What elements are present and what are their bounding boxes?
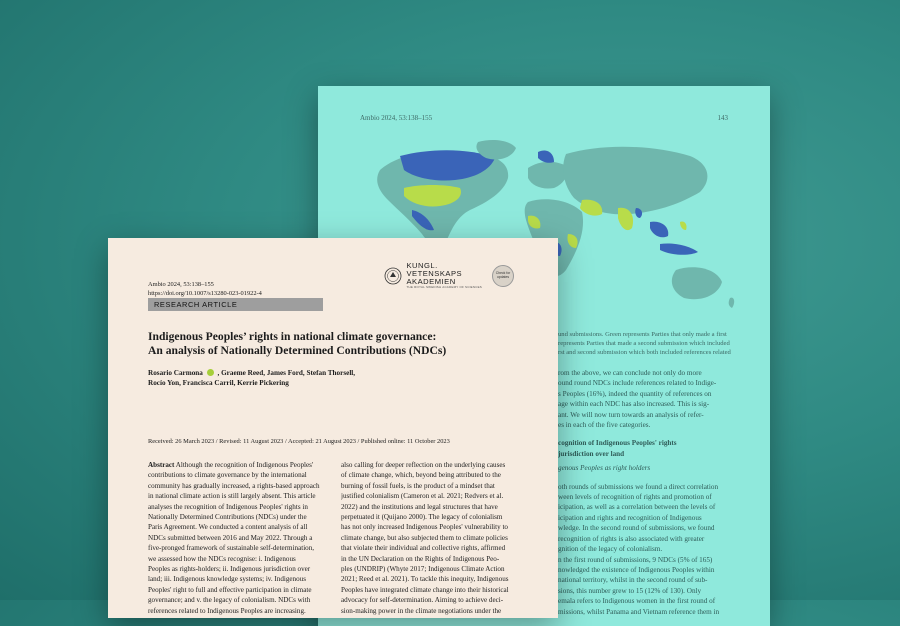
abstract-line: we assessed how the NDCs recognise: i. Indigenous bbox=[148, 554, 296, 563]
publisher-logo bbox=[384, 262, 514, 289]
body-line: n the first round of submissions, 9 NDCs (5% of 165) bbox=[558, 555, 713, 564]
badge-line: Check for bbox=[495, 270, 511, 275]
caption-line: und submissions. Green represents Parties that only made a first bbox=[558, 331, 727, 338]
abstract-line: contributions to climate governance by the international bbox=[148, 471, 307, 480]
body-line: ples (UNDRIP) (Whyte 2017; Indigenous Climate Action bbox=[341, 565, 505, 574]
abstract-line: land; iii. Indigenous knowledge systems; iv. Indigenous bbox=[148, 575, 306, 584]
figure-caption bbox=[558, 330, 740, 357]
journal-citation: Ambio 2024, 53:138–155 bbox=[148, 281, 214, 288]
body-line: wledge. In the second round of submissions, we found bbox=[558, 524, 715, 533]
body-line: national territory, whilst in the second round of sub- bbox=[558, 576, 708, 585]
doi-link[interactable]: https://doi.org/10.1007/s13280-023-01922-4 bbox=[148, 290, 262, 297]
section-heading: cognition of Indigenous Peoples' rights bbox=[558, 439, 677, 448]
check-updates-badge[interactable] bbox=[492, 265, 514, 287]
logo-line: VETENSKAPS bbox=[406, 268, 463, 278]
abstract-line: NDCs submitted between 2016 and May 2022. Through a bbox=[148, 533, 313, 542]
abstract-line: Peoples' right to full and effective participation in climate bbox=[148, 585, 312, 594]
abstract-line: governance; and v. the legacy of colonialism. NDCs with bbox=[148, 596, 311, 605]
article-meta bbox=[148, 280, 262, 298]
abstract-line: analyses the recognition of Indigenous Peoples' rights in bbox=[148, 502, 308, 511]
body-line: rom the above, we can conclude not only do more bbox=[558, 369, 702, 377]
body-line: ound round NDCs include references related to Indige- bbox=[558, 379, 717, 388]
abstract-line: Peoples as rights-holders; ii. Indigenous jurisdiction over bbox=[148, 565, 311, 574]
body-line: nowledged the existence of Indigenous Peoples within bbox=[558, 565, 715, 574]
map-scandinavia bbox=[538, 150, 554, 162]
abstract-line: community has gradually increased, a rights-based approach bbox=[148, 481, 320, 490]
body-line: gnition of the legacy of colonialism. bbox=[558, 545, 663, 554]
logo-line: KUNGL. bbox=[406, 261, 438, 270]
orcid-icon[interactable] bbox=[207, 369, 214, 376]
back-journal-header: Ambio 2024, 53:138–155 bbox=[360, 114, 433, 122]
caption-line: rst and second submission which both included references related bbox=[558, 349, 731, 356]
logo-line: AKADEMIEN bbox=[406, 276, 456, 286]
abstract-line: five-pronged framework of sustainable self-determination, bbox=[148, 544, 315, 553]
title-line: Indigenous Peoples’ rights in national climate governance: bbox=[148, 330, 437, 343]
body-column bbox=[341, 460, 526, 616]
body-line: sions, this number grew to 15 (12% of 130). Only bbox=[558, 586, 702, 595]
body-line: ant. We will now turn towards an analysis of refer- bbox=[558, 410, 704, 419]
body-line: icipation and rights and recognition of Indigenous bbox=[558, 513, 702, 522]
body-line: ween levels of recognition of rights and promotion of bbox=[558, 493, 712, 502]
caption-line: represents Parties that made a second submission which included bbox=[558, 340, 730, 347]
body-line: age within each NDC has also increased. This is sig- bbox=[558, 400, 710, 409]
abstract-column bbox=[148, 460, 333, 616]
map-philippines bbox=[680, 221, 687, 230]
body-line: in the UN Declaration on the Rights of Indigenous Peo- bbox=[341, 554, 500, 563]
abstract-line: Nationally Determined Contributions (NDCs) under the bbox=[148, 513, 307, 522]
abstract-line: references related to Indigenous Peoples are increasing. bbox=[148, 606, 306, 615]
academy-seal-icon bbox=[384, 267, 402, 285]
body-line: that violate their individual and collective rights, affirmed bbox=[341, 544, 506, 553]
map-southeast-asia bbox=[650, 222, 668, 238]
body-line: burning of fossil fuels, is the product of a mindset that bbox=[341, 481, 495, 490]
body-line: perpetuated it (Quijano 2000). The legacy of colonialism bbox=[341, 513, 503, 522]
back-page-header bbox=[360, 114, 728, 122]
body-line: s Peoples (16%), indeed the quantity of references on bbox=[558, 389, 712, 398]
badge-line: updates bbox=[496, 274, 510, 279]
body-line: climate change, but also subjected them to climate policies bbox=[341, 533, 508, 542]
body-line: 2022) and the institutions and legal structures that have bbox=[341, 502, 498, 511]
body-line: has not only increased Indigenous Peoples' vulnerability to bbox=[341, 523, 508, 532]
abstract-line: Paris Agreement. We conducted a content analysis of all bbox=[148, 523, 308, 532]
publication-dates: Received: 26 March 2023 / Revised: 11 August 2023 / Accepted: 21 August 2023 / Published online: 11 October 2023 bbox=[148, 438, 450, 445]
title-line: An analysis of Nationally Determined Contributions (NDCs) bbox=[148, 344, 447, 357]
map-australia bbox=[672, 267, 722, 299]
map-new-zealand bbox=[729, 298, 734, 308]
body-line: Peoples have integrated climate change into their historical bbox=[341, 585, 509, 594]
body-line: 2021; Reed et al. 2021). To tackle this inequity, Indigenous bbox=[341, 575, 509, 584]
body-line: advocacy for self-determination. Aiming to achieve deci- bbox=[341, 596, 504, 605]
body-line: missions, whilst Panama and Vietnam reference them in bbox=[558, 607, 720, 616]
section-heading: jurisdiction over land bbox=[558, 449, 625, 458]
abstract-label: Abstract bbox=[148, 461, 175, 469]
back-page-number: 143 bbox=[717, 114, 728, 122]
map-indonesia bbox=[660, 243, 698, 254]
author-others: , Graeme Reed, James Ford, Stefan Thorsell, bbox=[217, 369, 356, 377]
map-europe bbox=[528, 162, 567, 189]
article-type-bar: RESEARCH ARTICLE bbox=[148, 298, 323, 311]
body-line: icipation, as well as a correlation between the levels of bbox=[558, 503, 716, 512]
subsection-heading: genous Peoples as right holders bbox=[558, 464, 651, 473]
article-title bbox=[148, 330, 548, 358]
author-first: Rosario Carmona bbox=[148, 369, 203, 377]
abstract-line: in national climate action is still largely absent. This article bbox=[148, 492, 316, 501]
front-page bbox=[108, 238, 558, 618]
body-line: es in each of the five categories. bbox=[558, 421, 651, 430]
author-list bbox=[148, 368, 468, 389]
body-line: of climate change, which, beyond being attributed to the bbox=[341, 471, 501, 480]
logo-subtitle: THE ROYAL SWEDISH ACADEMY OF SCIENCES bbox=[406, 285, 482, 290]
abstract-first-line: Although the recognition of Indigenous Peoples' bbox=[174, 461, 314, 469]
body-line: recognition of rights is also associated with greater bbox=[558, 534, 705, 543]
body-line: sion-making power in the climate negotiations under the bbox=[341, 606, 502, 615]
body-line: justified colonialism (Cameron et al. 2021; Redvers et al. bbox=[341, 492, 504, 501]
body-line: oth rounds of submissions we found a direct correlation bbox=[558, 482, 719, 491]
body-line: also calling for deeper reflection on the underlying causes bbox=[341, 461, 506, 469]
author-line: Rocío Yon, Francisca Carril, Kerrie Pickering bbox=[148, 379, 289, 388]
body-line: emala refers to Indigenous women in the first round of bbox=[558, 597, 716, 606]
back-body-text bbox=[558, 368, 744, 617]
